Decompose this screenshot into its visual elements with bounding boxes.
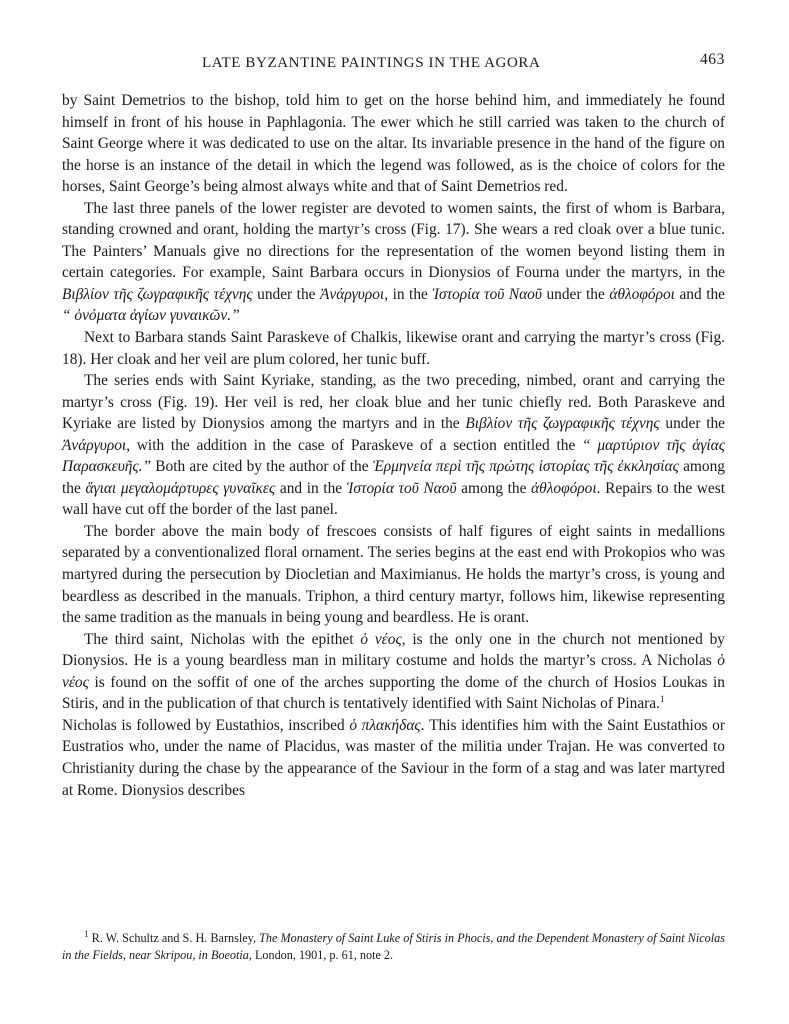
text-run: R. W. Schultz and S. H. Barnsley, (88, 931, 260, 945)
running-head (62, 51, 725, 75)
text-run: under the (541, 285, 610, 303)
greek-term: ὁ νέος (360, 630, 402, 648)
greek-term: ἀθλοφόροι (531, 479, 597, 497)
paragraph-6 (62, 629, 725, 715)
footnote-mark: 1 (84, 928, 89, 939)
footnote (62, 930, 725, 963)
paragraph-3: Next to Barbara stands Saint Paraskeve of Chalkis, likewise orant and carrying the martyr’s cross (Fig. 18). Her cloak and her veil are plum colored, her tunic buff. (62, 329, 725, 368)
greek-term: Βιβλίον τῆς ζωγραφικῆς τέχνης (465, 415, 660, 433)
text-run: Nicholas is followed by Eustathios, inscribed (62, 716, 350, 734)
paragraph-7 (62, 715, 725, 801)
footnote-reference[interactable]: 1 (659, 694, 665, 705)
greek-term: ὁ νέος (62, 652, 725, 691)
greek-term: Ἱστορία τοῦ Ναοῦ (346, 479, 457, 497)
greek-term: “ μαρτύριον τῆς ἁγίας Παρασκευῆς.” (62, 436, 725, 476)
greek-term: Ἑρμηνεία περὶ τῆς πρώτης ἱστορίας τῆς ἐκκλησίας (372, 458, 679, 476)
text-run: is found on the soffit of one of the arches supporting the dome of the church of Hosios Loukas in Stiris, and in the publication of that church is tentatively identified with Saint Nicholas of Pinara. (62, 673, 725, 713)
text-run: , is the only one in the church not mentioned by Dionysios. He is a young beardless man in military costume and holds the martyr’s cross. A Nicholas (62, 630, 725, 670)
text-run: The last three panels of the lower register are devoted to women saints, the first of whom is Barbara, standing crowned and orant, holding the martyr’s cross (Fig. 17). She wears a red cloak over a blue tunic. The Painters’ Manuals give no directions for the representation of the women beyond listing them in certain categories. For example, Saint Barbara occurs in Dionysios of Fourna under the martyrs, in the (62, 199, 725, 282)
page-number: 463 (699, 51, 725, 68)
paragraph-1: by Saint Demetrios to the bishop, told him to get on the horse behind him, and immediately he found himself in front of his house in Paphlagonia. The ewer which he still carried was taken to the church of Saint George where it was dedicated to use on the altar. Its invariable presence in the hand of the figure on the horse is an instance of the detail in which the legend was followed, as is the choice of colors for the horses, Saint George’s being almost always white and that of Saint Demetrios red. (62, 92, 725, 196)
text-run: The third saint, Nicholas with the epithet (84, 630, 361, 648)
greek-term: ὁ πλακήδας (349, 716, 421, 734)
text-run: The series ends with Saint Kyriake, standing, as the two preceding, nimbed, orant and carrying the martyr’s cross (Fig. 19). Her veil is red, her cloak blue and her tunic chiefly red. Both Paraskeve and Kyriake are listed by Dionysios among the martyrs and in the (62, 372, 725, 433)
text-run: among the (456, 479, 532, 497)
page (62, 0, 725, 1024)
body-text (62, 90, 725, 801)
text-run: , with the addition in the case of Paraskeve of a section entitled the (126, 436, 583, 454)
text-run: and in the (275, 479, 347, 497)
text-run: under the (252, 285, 321, 303)
greek-term: ἀθλοφόροι (609, 285, 675, 303)
text-run: , in the (384, 285, 433, 303)
text-run: . Repairs to the west wall have cut off the border of the last panel. (62, 479, 725, 519)
greek-term: “ ὀνόματα ἁγίων γυναικῶν.” (62, 307, 240, 325)
paragraph-5: The border above the main body of frescoes consists of half figures of eight saints in medallions separated by a conventionalized floral ornament. The series begins at the east end with Prokopios who was martyred during the persecution by Diocletian and Maximianus. He holds the martyr’s cross, is young and beardless as described in the manuals. Triphon, a third century martyr, follows him, likewise representing the same tradition as the manuals in being young and beardless. He is orant. (62, 522, 725, 627)
text-run: Both are cited by the author of the (151, 458, 373, 476)
text-run: . This identifies him with the Saint Eustathios or Eustratios who, under the name of Placidus, was master of the militia under Trajan. He was converted to Christianity during the chase by the appearance of the Saviour in the form of a stag and was later martyred at Rome. Dionysios describes (62, 716, 725, 799)
greek-term: Ἀνάργυροι (62, 436, 127, 454)
greek-term: Ἀνάργυροι (320, 285, 385, 303)
running-title: LATE BYZANTINE PAINTINGS IN THE AGORA (202, 55, 541, 71)
greek-term: Ἱστορία τοῦ Ναοῦ (432, 285, 542, 303)
greek-term: ἅγιαι μεγαλομάρτυρες γυναῖκες (85, 479, 276, 497)
paragraph-2 (62, 198, 725, 327)
paragraph-4 (62, 370, 725, 521)
text-run: among the (62, 458, 725, 497)
text-run: , London, 1901, p. 61, note 2. (248, 947, 394, 962)
footnote-book-title: The Monastery of Saint Luke of Stiris in Phocis, and the Dependent Monastery of Saint Nicolas in the Fields, near Skripou, in Boeotia (62, 931, 725, 962)
text-run: and the (674, 285, 725, 303)
footnote-text (62, 930, 725, 963)
text-run: under the (659, 415, 725, 433)
greek-term: Βιβλίον τῆς ζωγραφικῆς τέχνης (62, 285, 253, 303)
